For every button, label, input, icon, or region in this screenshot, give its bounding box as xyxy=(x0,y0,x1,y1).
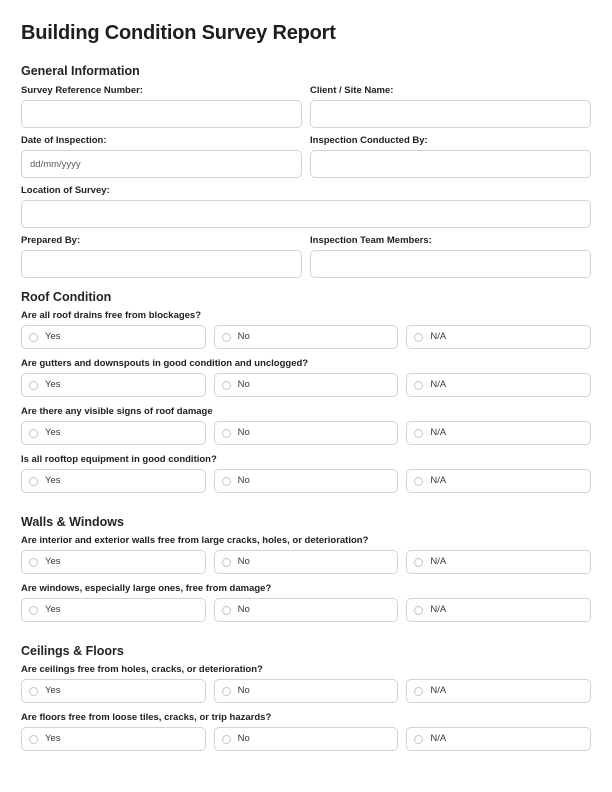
question-block xyxy=(21,665,591,703)
radio-option-label: Yes xyxy=(45,604,61,615)
radio-option-no[interactable] xyxy=(214,598,399,622)
section-roof-condition xyxy=(21,290,591,493)
radio-option-label: No xyxy=(237,427,250,438)
field-date-of-inspection xyxy=(21,136,302,178)
date-of-inspection-label: Date of Inspection: xyxy=(21,135,107,146)
radio-option-no[interactable] xyxy=(214,550,399,574)
options-row xyxy=(21,727,591,751)
field-survey-reference-number xyxy=(21,86,302,128)
radio-icon[interactable] xyxy=(29,477,38,486)
question-label: Is all rooftop equipment in good condition? xyxy=(21,454,217,465)
radio-option-label: N/A xyxy=(430,733,447,744)
inspection-team-members-label: Inspection Team Members: xyxy=(310,235,432,246)
radio-icon[interactable] xyxy=(222,381,231,390)
radio-option-label: N/A xyxy=(430,427,447,438)
options-row xyxy=(21,598,591,622)
field-row-2 xyxy=(21,136,591,178)
options-row xyxy=(21,550,591,574)
radio-icon[interactable] xyxy=(29,687,38,696)
prepared-by-input[interactable] xyxy=(21,250,302,278)
inspection-conducted-by-label: Inspection Conducted By: xyxy=(310,135,428,146)
options-row xyxy=(21,421,591,445)
radio-icon[interactable] xyxy=(29,735,38,744)
radio-icon[interactable] xyxy=(29,606,38,615)
radio-icon[interactable] xyxy=(222,429,231,438)
question-block xyxy=(21,359,591,397)
section-general-information xyxy=(21,64,591,278)
radio-option-n-a[interactable] xyxy=(406,469,591,493)
radio-icon[interactable] xyxy=(414,606,423,615)
location-of-survey-input[interactable] xyxy=(21,200,591,228)
question-label: Are all roof drains free from blockages? xyxy=(21,310,202,321)
question-label: Are floors free from loose tiles, cracks, or trip hazards? xyxy=(21,712,272,723)
question-block xyxy=(21,713,591,751)
page-title: Building Condition Survey Report xyxy=(21,22,336,44)
radio-option-yes[interactable] xyxy=(21,679,206,703)
section-heading: Walls & Windows xyxy=(21,515,124,529)
radio-option-n-a[interactable] xyxy=(406,421,591,445)
field-row-3 xyxy=(21,186,591,228)
field-location-of-survey xyxy=(21,186,591,228)
radio-option-label: Yes xyxy=(45,379,61,390)
question-label: Are there any visible signs of roof damage xyxy=(21,406,213,417)
radio-icon[interactable] xyxy=(414,333,423,342)
question-list xyxy=(21,311,591,493)
radio-option-label: N/A xyxy=(430,331,447,342)
radio-option-label: Yes xyxy=(45,475,61,486)
radio-icon[interactable] xyxy=(222,735,231,744)
radio-option-label: Yes xyxy=(45,733,61,744)
radio-option-n-a[interactable] xyxy=(406,679,591,703)
radio-option-label: Yes xyxy=(45,427,61,438)
options-row xyxy=(21,469,591,493)
radio-option-label: No xyxy=(237,556,250,567)
radio-icon[interactable] xyxy=(222,687,231,696)
radio-option-n-a[interactable] xyxy=(406,727,591,751)
radio-icon[interactable] xyxy=(414,477,423,486)
question-block xyxy=(21,407,591,445)
radio-icon[interactable] xyxy=(414,735,423,744)
section-heading: Ceilings & Floors xyxy=(21,644,124,658)
options-row xyxy=(21,373,591,397)
options-row xyxy=(21,679,591,703)
section-ceilings-floors xyxy=(21,644,591,751)
question-label: Are gutters and downspouts in good condition and unclogged? xyxy=(21,358,309,369)
question-label: Are ceilings free from holes, cracks, or deterioration? xyxy=(21,664,263,675)
radio-icon[interactable] xyxy=(29,558,38,567)
radio-icon[interactable] xyxy=(414,429,423,438)
radio-icon[interactable] xyxy=(222,477,231,486)
radio-icon[interactable] xyxy=(29,429,38,438)
field-inspection-conducted-by xyxy=(310,136,591,178)
radio-icon[interactable] xyxy=(414,381,423,390)
radio-option-n-a[interactable] xyxy=(406,550,591,574)
radio-option-n-a[interactable] xyxy=(406,325,591,349)
field-prepared-by xyxy=(21,236,302,278)
radio-option-label: No xyxy=(237,379,250,390)
radio-option-label: No xyxy=(237,604,250,615)
field-row-4 xyxy=(21,236,591,278)
survey-reference-number-input[interactable] xyxy=(21,100,302,128)
question-sections xyxy=(21,290,591,751)
radio-option-yes[interactable] xyxy=(21,727,206,751)
field-row-1 xyxy=(21,86,591,128)
radio-option-label: No xyxy=(237,475,250,486)
question-label: Are interior and exterior walls free from large cracks, holes, or deterioration? xyxy=(21,535,369,546)
radio-icon[interactable] xyxy=(414,687,423,696)
field-client-site-name xyxy=(310,86,591,128)
question-block xyxy=(21,584,591,622)
radio-icon[interactable] xyxy=(29,381,38,390)
radio-option-label: No xyxy=(237,733,250,744)
question-block xyxy=(21,311,591,349)
radio-option-yes[interactable] xyxy=(21,550,206,574)
options-row xyxy=(21,325,591,349)
radio-option-label: Yes xyxy=(45,685,61,696)
radio-option-label: No xyxy=(237,331,250,342)
radio-option-label: N/A xyxy=(430,604,447,615)
radio-option-label: Yes xyxy=(45,331,61,342)
question-label: Are windows, especially large ones, free from damage? xyxy=(21,583,272,594)
radio-option-label: N/A xyxy=(430,556,447,567)
radio-option-yes[interactable] xyxy=(21,325,206,349)
general-section-heading: General Information xyxy=(21,64,140,78)
date-of-inspection-input[interactable] xyxy=(21,150,302,178)
question-block xyxy=(21,536,591,574)
radio-option-label: Yes xyxy=(45,556,61,567)
prepared-by-label: Prepared By: xyxy=(21,235,81,246)
section-heading: Roof Condition xyxy=(21,290,112,304)
question-list xyxy=(21,665,591,751)
radio-option-label: No xyxy=(237,685,250,696)
client-site-name-label: Client / Site Name: xyxy=(310,85,394,96)
radio-option-label: N/A xyxy=(430,475,447,486)
radio-option-yes[interactable] xyxy=(21,469,206,493)
radio-option-no[interactable] xyxy=(214,421,399,445)
radio-icon[interactable] xyxy=(222,558,231,567)
radio-option-yes[interactable] xyxy=(21,373,206,397)
radio-icon[interactable] xyxy=(29,333,38,342)
radio-option-yes[interactable] xyxy=(21,598,206,622)
section-walls-windows xyxy=(21,515,591,622)
radio-option-n-a[interactable] xyxy=(406,598,591,622)
inspection-team-members-input[interactable] xyxy=(310,250,591,278)
radio-icon[interactable] xyxy=(222,606,231,615)
radio-option-label: N/A xyxy=(430,379,447,390)
radio-icon[interactable] xyxy=(414,558,423,567)
survey-reference-number-label: Survey Reference Number: xyxy=(21,85,143,96)
radio-option-yes[interactable] xyxy=(21,421,206,445)
radio-option-no[interactable] xyxy=(214,469,399,493)
radio-option-no[interactable] xyxy=(214,373,399,397)
radio-icon[interactable] xyxy=(222,333,231,342)
radio-option-n-a[interactable] xyxy=(406,373,591,397)
radio-option-no[interactable] xyxy=(214,325,399,349)
client-site-name-input[interactable] xyxy=(310,100,591,128)
question-block xyxy=(21,455,591,493)
inspection-conducted-by-input[interactable] xyxy=(310,150,591,178)
location-of-survey-label: Location of Survey: xyxy=(21,185,110,196)
radio-option-label: N/A xyxy=(430,685,447,696)
field-inspection-team-members xyxy=(310,236,591,278)
question-list xyxy=(21,536,591,622)
radio-option-no[interactable] xyxy=(214,727,399,751)
radio-option-no[interactable] xyxy=(214,679,399,703)
